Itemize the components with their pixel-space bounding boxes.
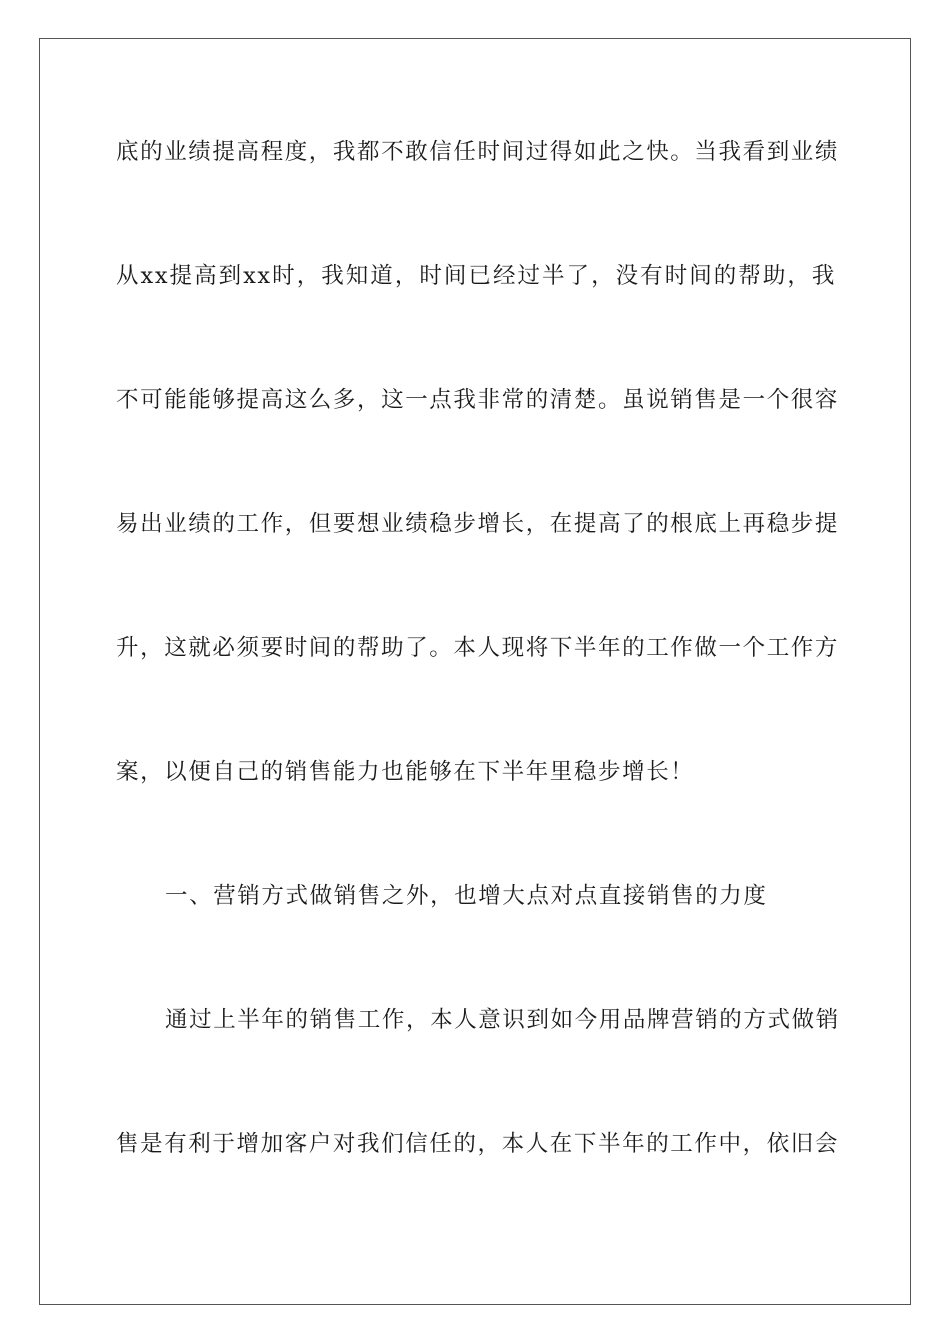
paragraph-line-4: 易出业绩的工作，但要想业绩稳步增长，在提高了的根底上再稳步提 [116, 511, 840, 537]
page-border [39, 38, 911, 1305]
paragraph-line-2: 从xx提高到xx时，我知道，时间已经过半了，没有时间的帮助，我 [116, 263, 836, 289]
paragraph-line-3: 不可能能够提高这么多，这一点我非常的清楚。虽说销售是一个很容 [116, 387, 840, 413]
paragraph-line-6: 案，以便自己的销售能力也能够在下半年里稳步增长！ [116, 759, 695, 785]
paragraph-line-8: 通过上半年的销售工作，本人意识到如今用品牌营销的方式做销 [165, 1007, 840, 1033]
paragraph-line-5: 升，这就必须要时间的帮助了。本人现将下半年的工作做一个工作方 [116, 635, 840, 661]
paragraph-line-1: 底的业绩提高程度，我都不敢信任时间过得如此之快。当我看到业绩 [116, 139, 840, 165]
paragraph-line-9: 售是有利于增加客户对我们信任的，本人在下半年的工作中，依旧会 [116, 1131, 840, 1157]
section-heading: 一、营销方式做销售之外，也增大点对点直接销售的力度 [165, 883, 768, 909]
